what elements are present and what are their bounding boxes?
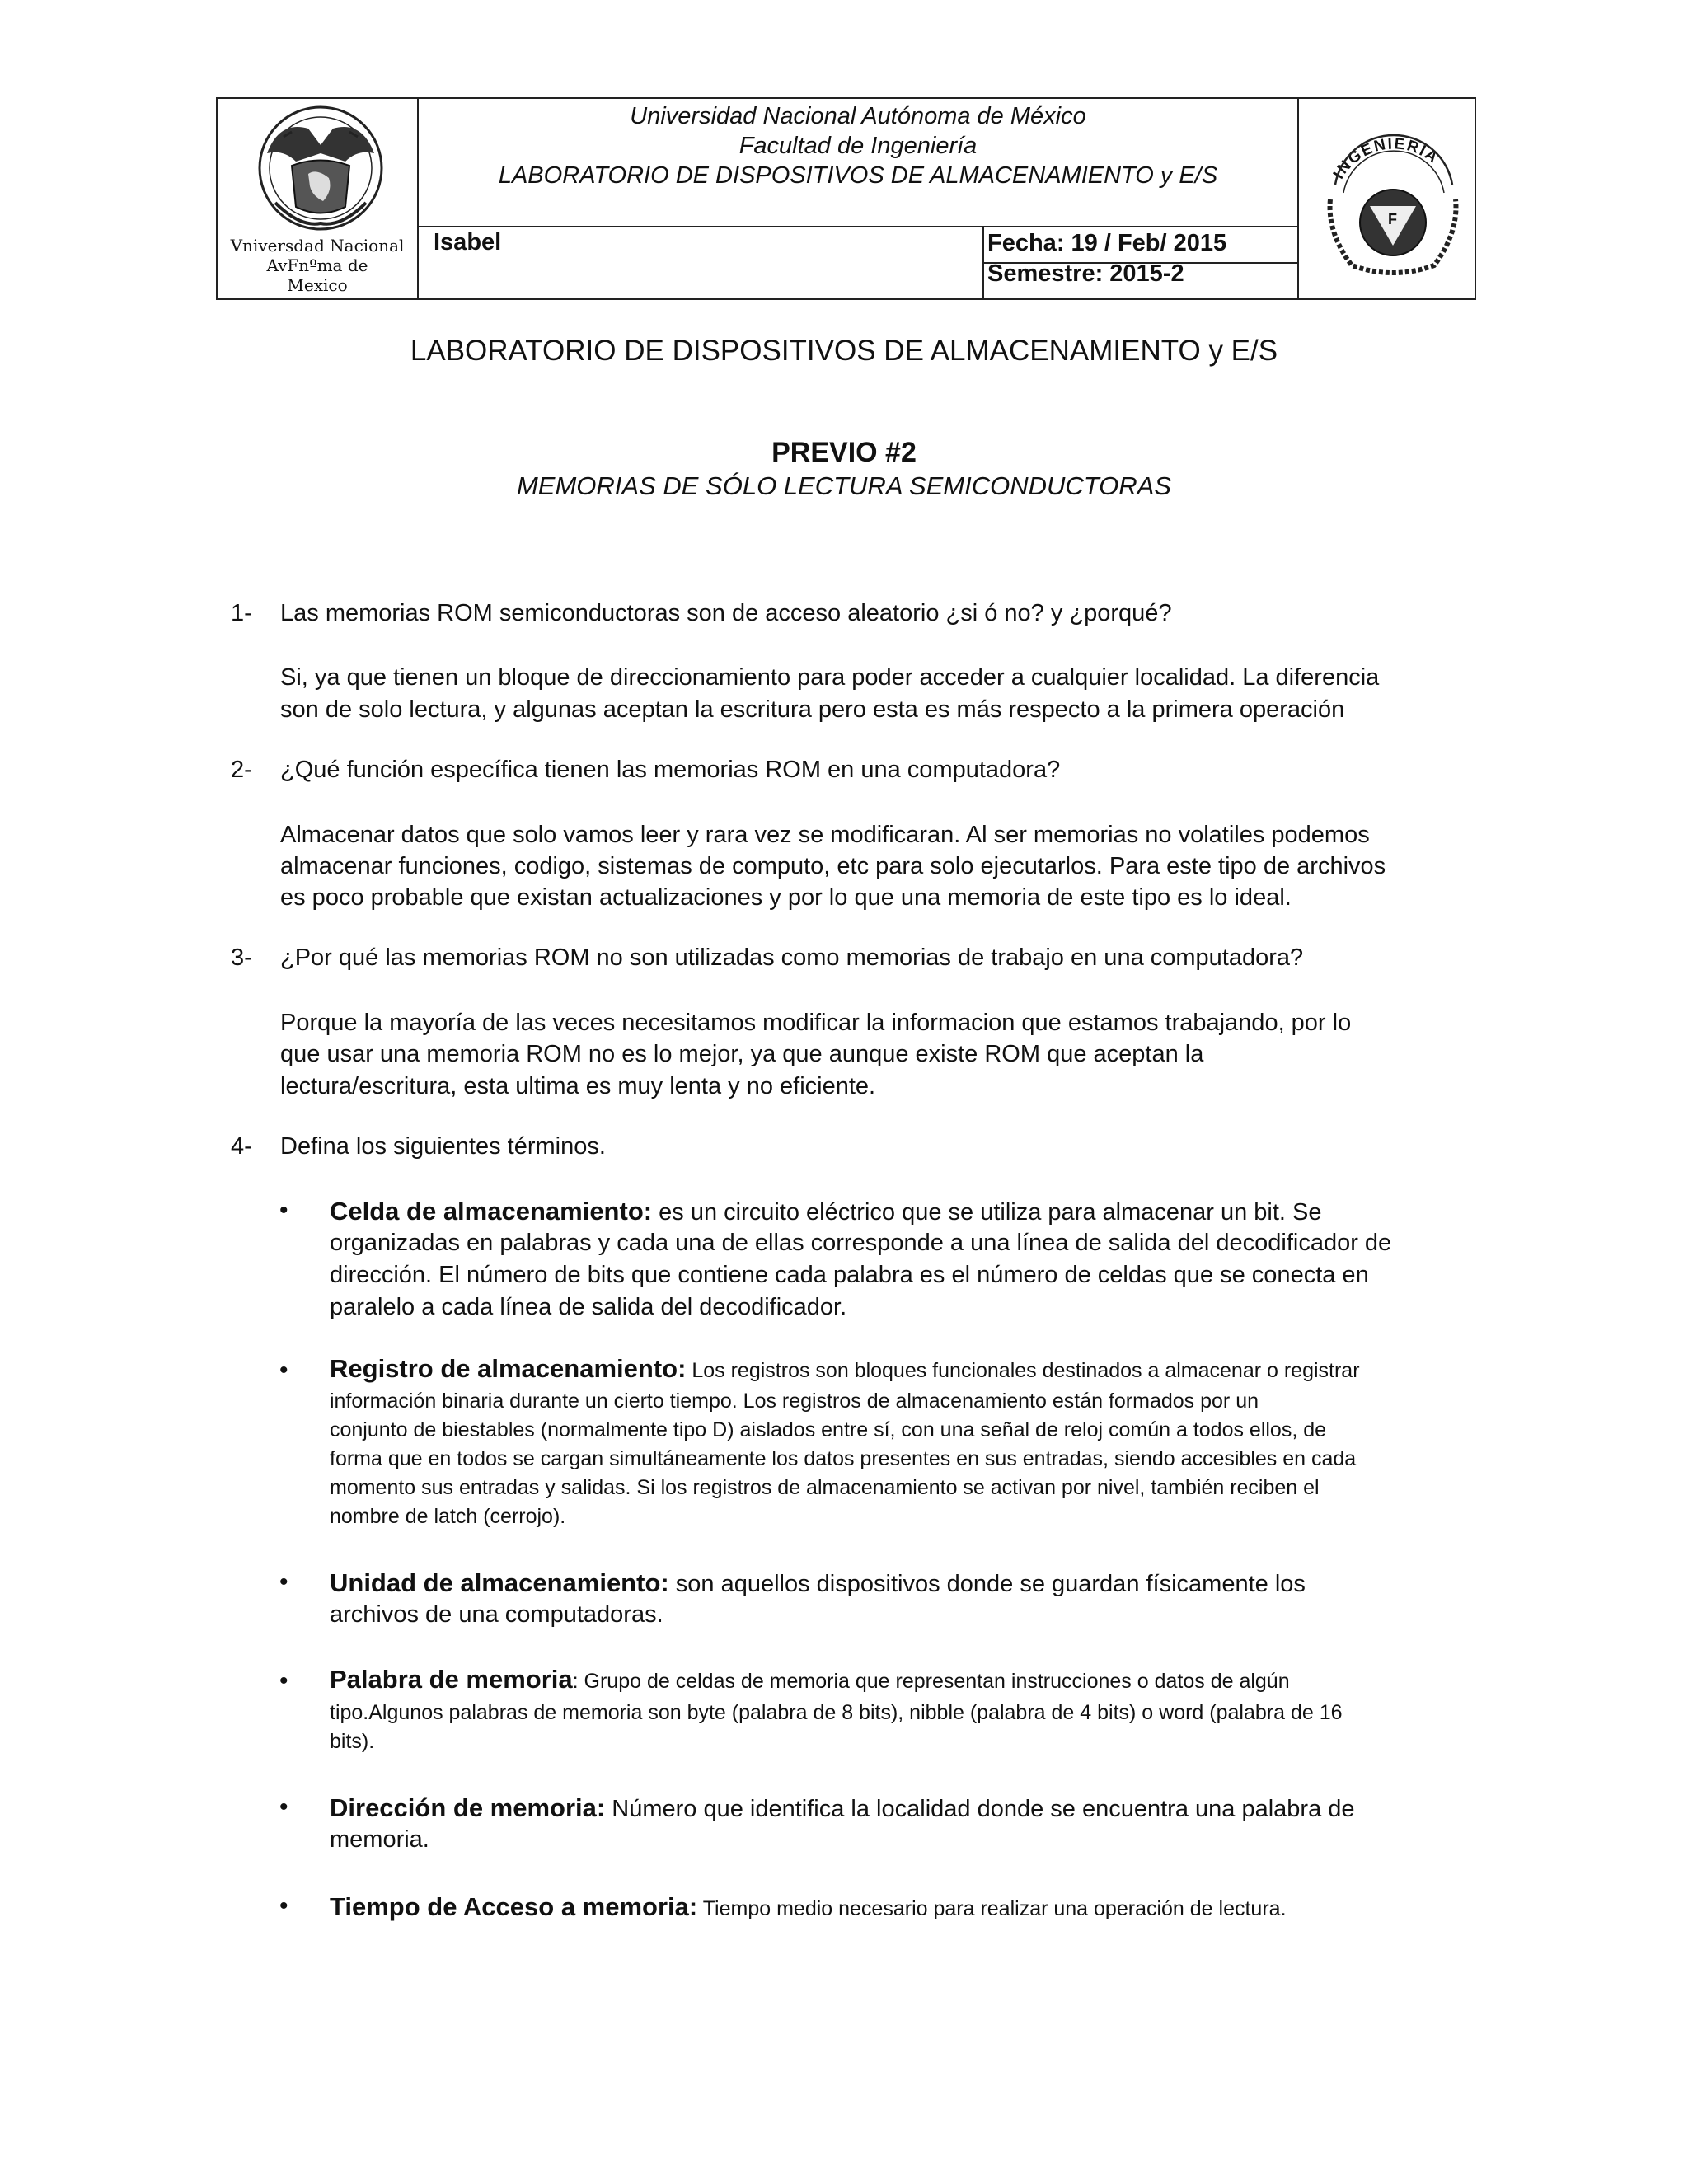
lab-name: LABORATORIO DE DISPOSITIVOS DE ALMACENAMIENTO y E/S <box>498 162 1218 189</box>
ingenieria-seal-icon <box>1319 134 1467 282</box>
bullet: • <box>279 1197 288 1224</box>
header-divider <box>1297 99 1299 298</box>
definition-first-line <box>330 1891 1287 1924</box>
definition-line: información binaria durante un cierto tiempo. Los registros de almacenamiento están formados por un <box>330 1390 1259 1413</box>
faculty-name: Facultad de Ingeniería <box>738 133 978 159</box>
unam-name-line: AvFnºma de <box>266 255 368 275</box>
definition-term: Celda de almacenamiento: <box>330 1197 653 1226</box>
unam-name-line: Vniversdad Nacional <box>230 236 405 255</box>
definition-line: archivos de una computadoras. <box>330 1601 663 1628</box>
definition-line: momento sus entradas y salidas. Si los registros de almacenamiento se activan por nivel, también reciben el <box>330 1476 1320 1499</box>
definition-term: Palabra de memoria <box>330 1665 573 1694</box>
question-text: Las memorias ROM semiconductoras son de acceso aleatorio ¿si ó no? y ¿porqué? <box>280 600 1172 626</box>
unam-seal-icon <box>251 104 391 240</box>
definition-line: nombre de latch (cerrojo). <box>330 1505 566 1528</box>
svg-text:F: F <box>1388 211 1397 227</box>
answer-line: lectura/escritura, esta ultima es muy lenta y no eficiente. <box>280 1073 876 1099</box>
definition-first-line <box>330 1666 1290 1695</box>
answer-line: es poco probable que existan actualizaciones y por lo que una memoria de este tipo es lo ideal. <box>280 884 1292 911</box>
definition-line: organizadas en palabras y cada una de ellas corresponde a una línea de salida del decodificador de <box>330 1230 1392 1256</box>
definition-term: Registro de almacenamiento: <box>330 1354 687 1383</box>
bullet: • <box>279 1357 288 1384</box>
university-name: Universidad Nacional Autónoma de México <box>630 103 1086 129</box>
definition-line: paralelo a cada línea de salida del decodificador. <box>330 1294 847 1320</box>
header-table <box>216 97 1476 300</box>
question-text: ¿Por qué las memorias ROM no son utilizadas como memorias de trabajo en una computadora? <box>280 944 1304 971</box>
date-field: Fecha: 19 / Feb/ 2015 <box>987 230 1227 256</box>
definition-text: Número que identifica la localidad donde se encuentra una palabra de <box>605 1796 1355 1822</box>
definition-line: conjunto de biestables (normalmente tipo D) aislados entre sí, con una señal de reloj común a todos ellos, de <box>330 1418 1327 1441</box>
bullet: • <box>279 1793 288 1821</box>
answer-line: Almacenar datos que solo vamos leer y rara vez se modificaran. Al ser memorias no volatiles podemos <box>280 822 1370 848</box>
question-text: ¿Qué función específica tienen las memorias ROM en una computadora? <box>280 757 1061 783</box>
previo-heading: PREVIO #2 <box>771 437 917 468</box>
definition-term: Dirección de memoria: <box>330 1793 606 1822</box>
definition-first-line <box>330 1355 1360 1385</box>
question-number: 1- <box>231 600 252 626</box>
answer-line: Si, ya que tienen un bloque de direccionamiento para poder acceder a cualquier localidad. La diferencia <box>280 664 1380 691</box>
definition-line: bits). <box>330 1730 375 1753</box>
bullet: • <box>279 1892 288 1919</box>
unam-name <box>218 236 417 295</box>
answer-line: son de solo lectura, y algunas aceptan la escritura pero esta es más respecto a la primera operación <box>280 696 1345 723</box>
definition-text: son aquellos dispositivos donde se guardan físicamente los <box>668 1571 1306 1597</box>
definition-line: dirección. El número de bits que contiene cada palabra es el número de celdas que se conecta en <box>330 1262 1369 1288</box>
page-subtitle: MEMORIAS DE SÓLO LECTURA SEMICONDUCTORAS <box>516 471 1172 500</box>
definition-line: tipo.Algunos palabras de memoria son byte (palabra de 8 bits), nibble (palabra de 4 bits) o word (palabra de 16 <box>330 1701 1343 1724</box>
answer-line: Porque la mayoría de las veces necesitamos modificar la informacion que estamos trabajando, por lo <box>280 1010 1352 1036</box>
definition-term: Unidad de almacenamiento: <box>330 1568 669 1597</box>
definition-line: memoria. <box>330 1826 429 1853</box>
semester-field: Semestre: 2015-2 <box>987 260 1184 287</box>
header-divider <box>417 226 1297 227</box>
bullet: • <box>279 1568 288 1596</box>
definition-text: es un circuito eléctrico que se utiliza para almacenar un bit. Se <box>652 1199 1322 1226</box>
answer-line: almacenar funciones, codigo, sistemas de computo, etc para solo ejecutarlos. Para este tipo de archivos <box>280 853 1386 879</box>
definition-term: Tiempo de Acceso a memoria: <box>330 1892 698 1921</box>
bullet: • <box>279 1667 288 1694</box>
definition-first-line <box>330 1195 1322 1229</box>
definition-line: forma que en todos se cargan simultáneamente los datos presentes en sus entradas, siendo accesibles en cada <box>330 1447 1357 1470</box>
page-title: LABORATORIO DE DISPOSITIVOS DE ALMACENAMIENTO y E/S <box>410 335 1278 367</box>
definition-text: : Grupo de celdas de memoria que representan instrucciones o datos de algún <box>572 1670 1290 1693</box>
question-number: 2- <box>231 757 252 783</box>
definition-first-line <box>330 1567 1306 1601</box>
ingenieria-seal-text: INGENIERIA <box>1329 135 1442 182</box>
definition-text: Tiempo medio necesario para realizar una operación de lectura. <box>697 1897 1287 1920</box>
question-text: Defina los siguientes términos. <box>280 1133 606 1160</box>
question-number: 4- <box>231 1133 252 1160</box>
definition-text: Los registros son bloques funcionales destinados a almacenar o registrar <box>686 1359 1360 1382</box>
question-number: 3- <box>231 944 252 971</box>
student-name: Isabel <box>434 229 502 255</box>
answer-line: que usar una memoria ROM no es lo mejor, ya que aunque existe ROM que aceptan la <box>280 1041 1204 1067</box>
definition-first-line <box>330 1792 1355 1825</box>
unam-name-line: Mexico <box>287 275 348 295</box>
header-divider <box>982 226 984 298</box>
